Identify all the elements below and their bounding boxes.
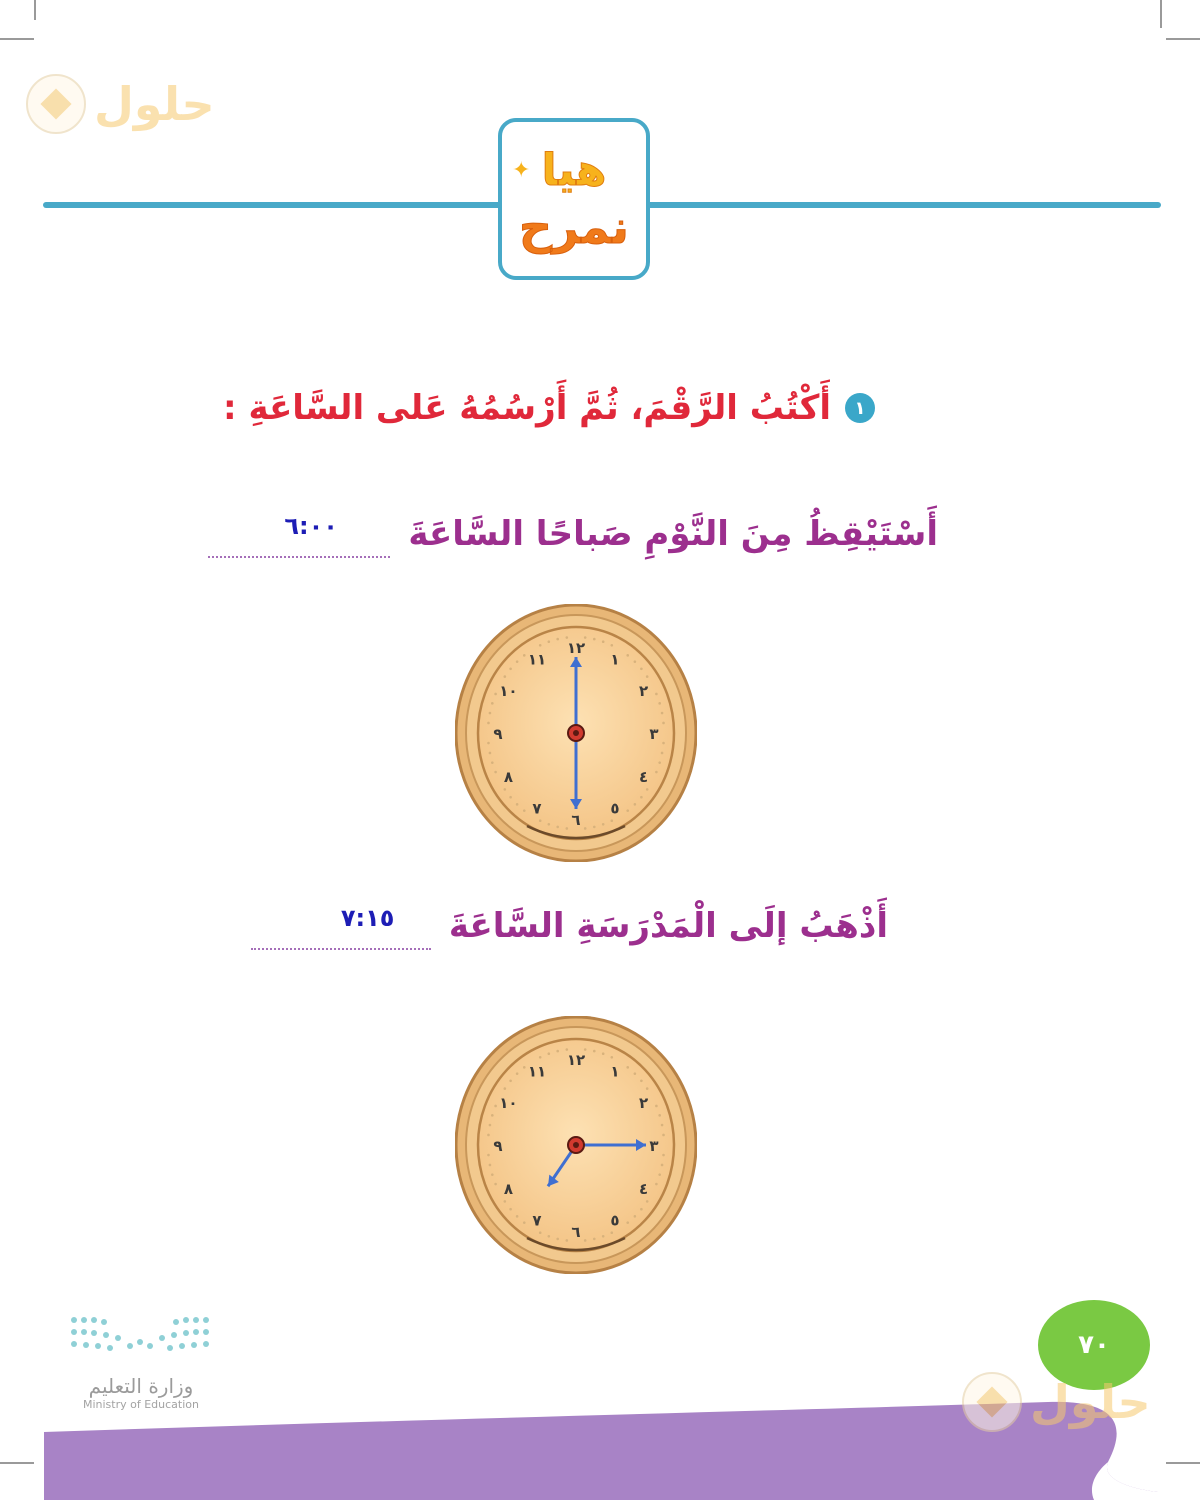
sparkle-icon: ✦ bbox=[512, 158, 531, 183]
clock-numeral: ١ bbox=[610, 650, 620, 669]
crop-mark bbox=[0, 38, 34, 40]
ministry-logo bbox=[66, 1312, 216, 1411]
exercise-line-1 bbox=[208, 510, 938, 558]
clock-numeral: ٨ bbox=[503, 1180, 514, 1198]
watermark-text: حلول bbox=[1030, 1375, 1151, 1429]
crop-mark bbox=[1166, 38, 1200, 40]
clock-numeral: ١١ bbox=[527, 1062, 547, 1081]
clock-numeral: ٨ bbox=[503, 768, 514, 786]
page-number: ٧٠ bbox=[1078, 1330, 1110, 1360]
clock-numeral: ١ bbox=[610, 1062, 620, 1081]
clock-numeral: ١١ bbox=[527, 650, 547, 669]
answer-text: ٧:١٥ bbox=[340, 904, 395, 932]
clock-face bbox=[455, 604, 697, 862]
watermark-icon bbox=[962, 1372, 1022, 1432]
clock-numeral: ٥ bbox=[610, 1211, 620, 1230]
watermark-text: حلول bbox=[94, 77, 215, 131]
answer-blank[interactable] bbox=[251, 904, 431, 950]
clock-numeral: ١٠ bbox=[499, 1094, 518, 1112]
clock-numeral: ٣ bbox=[649, 725, 659, 743]
watermark-logo bbox=[962, 1372, 1151, 1432]
clock-numeral: ٩ bbox=[493, 725, 503, 743]
clock-numeral: ٦ bbox=[571, 1223, 581, 1241]
section-logo bbox=[498, 118, 650, 280]
ministry-name-ar: وزارة التعليم bbox=[88, 1374, 194, 1398]
watermark-icon bbox=[26, 74, 86, 134]
clock-numeral: ٦ bbox=[571, 811, 581, 829]
clock-numeral: ١٠ bbox=[499, 682, 518, 700]
clock-numeral: ٧ bbox=[532, 799, 542, 818]
question-text: أَكْتُبُ الرَّقْمَ، ثُمَّ أَرْسُمُهُ عَلى السَّاعَةِ : bbox=[223, 388, 831, 428]
answer-text: ٦:٠٠ bbox=[284, 512, 338, 540]
clock-numeral: ٣ bbox=[649, 1137, 659, 1155]
clock-numeral: ١٢ bbox=[566, 639, 586, 657]
clock-numeral: ٤ bbox=[638, 768, 649, 786]
clock-numeral: ١٢ bbox=[566, 1051, 586, 1069]
clock-numeral: ٥ bbox=[610, 799, 620, 818]
ministry-dots-icon bbox=[66, 1312, 216, 1360]
answer-blank[interactable] bbox=[208, 512, 390, 558]
ministry-name-en: Ministry of Education bbox=[82, 1398, 199, 1411]
exercise-sentence: أَذْهَبُ إلَى الْمَدْرَسَةِ السَّاعَةَ bbox=[448, 906, 888, 946]
question-number: ١ bbox=[845, 393, 875, 423]
clock-numeral: ٩ bbox=[493, 1137, 503, 1155]
clock-face bbox=[455, 1016, 697, 1274]
question-heading bbox=[223, 388, 875, 428]
clock-numeral: ٤ bbox=[638, 1180, 649, 1198]
clock-numeral: ٢ bbox=[638, 682, 649, 700]
logo-line-1: هيا bbox=[541, 145, 607, 196]
logo-line-2: نمرح bbox=[519, 200, 629, 254]
crop-mark bbox=[1160, 0, 1162, 28]
watermark-logo bbox=[26, 74, 215, 134]
clock-numeral: ٢ bbox=[638, 1094, 649, 1112]
exercise-sentence: أَسْتَيْقِظُ مِنَ النَّوْمِ صَباحًا السَّاعَةَ bbox=[408, 514, 938, 554]
exercise-line-2 bbox=[251, 902, 888, 950]
crop-mark bbox=[34, 0, 36, 20]
clock-numeral: ٧ bbox=[532, 1211, 542, 1230]
